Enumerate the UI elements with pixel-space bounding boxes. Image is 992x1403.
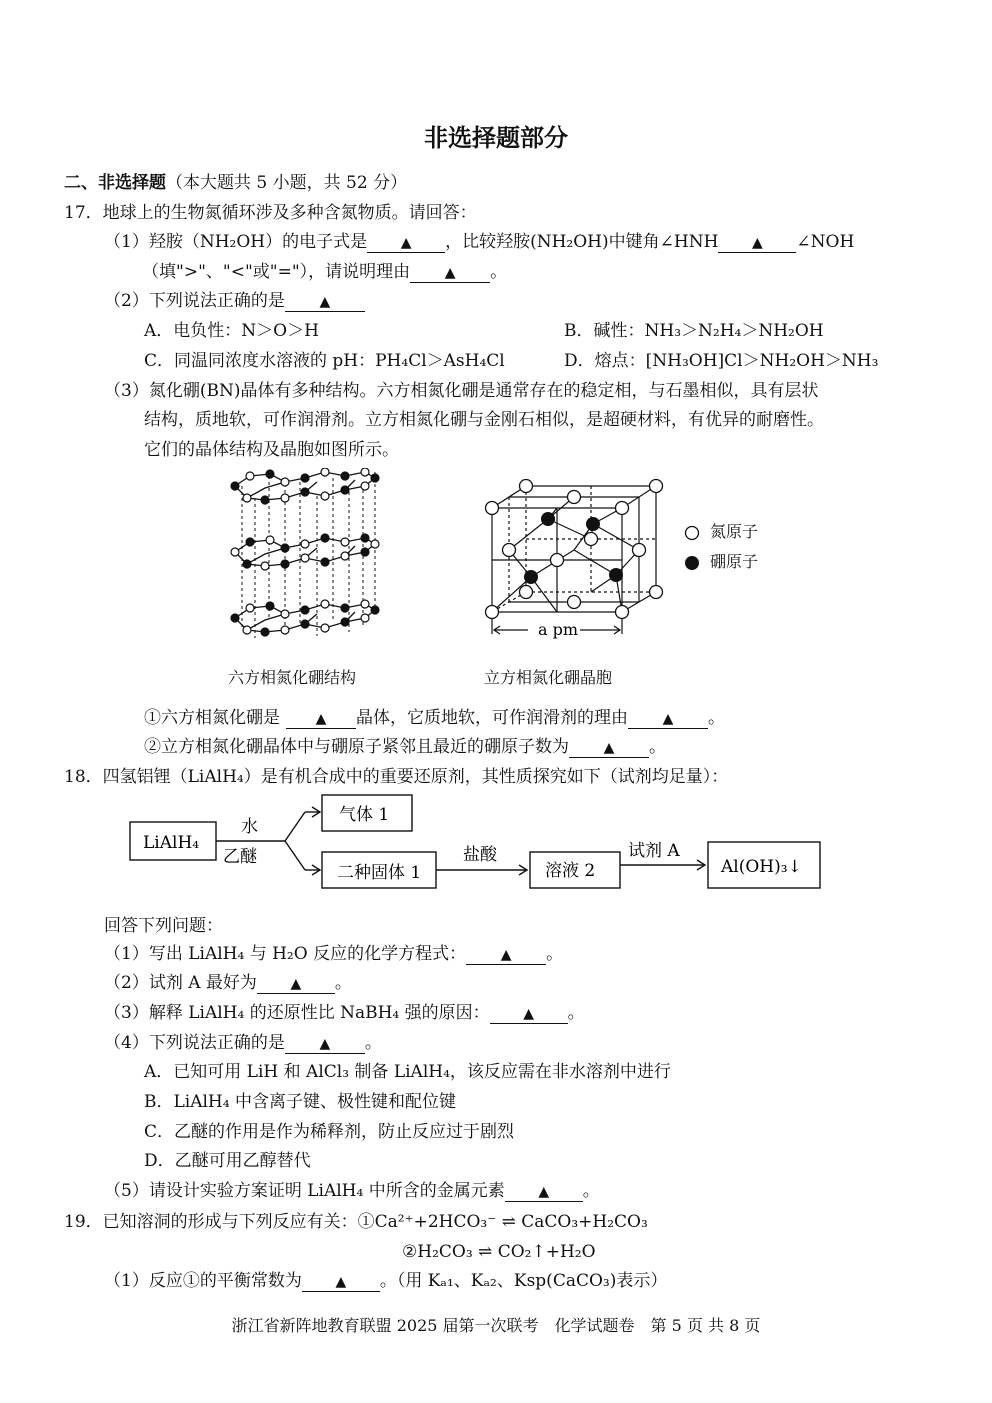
q19-p1-text-a: （1）反应①的平衡常数为 — [104, 1271, 302, 1291]
cell-dimension-label: a pm — [538, 620, 579, 639]
blank-triangle: ▲ — [444, 265, 456, 281]
q17-sub2 — [144, 739, 666, 758]
cubic-bn-unit-cell-figure — [478, 474, 678, 644]
flow-product-label: Al(OH)₃↓ — [721, 857, 802, 877]
q18-part4 — [104, 1035, 382, 1054]
q18-option-c: C．乙醚的作用是作为稀释剂，防止反应过于剧烈 — [144, 1122, 515, 1142]
q18-part2 — [104, 975, 352, 994]
hexagonal-bn-structure-figure — [225, 468, 390, 656]
answer-blank[interactable] — [410, 264, 490, 283]
q19-reaction-1: ①Ca²⁺+2HCO₃⁻ ⇌ CaCO₃+H₂CO₃ — [357, 1212, 648, 1232]
q17-s1-text-a: ①六方相氮化硼是 — [144, 708, 280, 728]
q18-p5-text-a: （5）请设计实验方案证明 LiAlH₄ 中所含的金属元素 — [104, 1181, 505, 1201]
answer-blank[interactable] — [569, 739, 649, 758]
page-footer: 浙江省新阵地教育联盟 2025 届第一次联考 化学试题卷 第 5 页 共 8 页 — [231, 1316, 761, 1335]
blank-triangle: ▲ — [315, 711, 327, 727]
flow-gas-label: 气体 1 — [339, 805, 390, 825]
legend-boron-label: 硼原子 — [710, 552, 759, 571]
q17-option-b: B．碱性：NH₃＞N₂H₄＞NH₂OH — [564, 321, 824, 341]
section-header — [64, 175, 407, 192]
q18-p3-text-a: （3）解释 LiAlH₄ 的还原性比 NaBH₄ 强的原因： — [104, 1003, 490, 1023]
q18-intro: 回答下列问题： — [104, 916, 223, 936]
q18-p4-text-b: 。 — [364, 1033, 382, 1053]
blank-triangle: ▲ — [319, 1036, 331, 1052]
blank-triangle: ▲ — [319, 294, 331, 310]
q18-p1-text-a: （1）写出 LiAlH₄ 与 H₂O 反应的化学方程式： — [104, 944, 467, 964]
flow-solution-label: 溶液 2 — [545, 861, 596, 881]
section-note: （本大题共 5 小题，共 52 分） — [166, 173, 408, 193]
answer-blank[interactable] — [257, 975, 335, 994]
legend-nitrogen-label: 氮原子 — [710, 522, 759, 541]
q19-reaction-2: ②H₂CO₃ ⇌ CO₂↑+H₂O — [402, 1242, 596, 1262]
flow-condition-bottom: 乙醚 — [223, 847, 257, 867]
flow-solid-label: 二种固体 1 — [337, 863, 422, 883]
q17-stem: 17．地球上的生物氮循环涉及多种含氮物质。请回答： — [64, 203, 477, 223]
answer-blank[interactable] — [302, 1273, 380, 1292]
answer-blank[interactable] — [466, 946, 546, 965]
q18-p1-text-b: 。 — [546, 944, 564, 964]
q18-part1 — [104, 946, 563, 965]
answer-blank[interactable] — [367, 234, 445, 253]
reaction-flow-diagram — [125, 790, 825, 900]
q17-part1-line2 — [142, 264, 507, 283]
blank-triangle: ▲ — [400, 235, 412, 251]
flow-reagent-label: 试剂 A — [628, 841, 680, 861]
q19-stem-text: 19．已知溶洞的形成与下列反应有关： — [64, 1212, 358, 1232]
q17-sub1 — [144, 710, 725, 729]
q18-p2-text-b: 。 — [334, 973, 352, 993]
q17-p2-text: （2）下列说法正确的是 — [104, 291, 285, 311]
q17-s1-text-b: 晶体，它质地软，可作润滑剂的理由 — [356, 708, 628, 728]
q17-part3-line2: 结构，质地软，可作润滑剂。立方相氮化硼与金刚石相似，是超硬材料，有优异的耐磨性。 — [144, 410, 824, 430]
q17-option-a: A．电负性：N＞O＞H — [144, 321, 319, 341]
blank-triangle: ▲ — [752, 235, 763, 251]
q17-p1-text-a: （1）羟胺（NH₂OH）的电子式是 — [104, 232, 368, 252]
page-title: 非选择题部分 — [424, 124, 568, 152]
blank-triangle: ▲ — [603, 740, 615, 756]
q18-stem: 18．四氢铝锂（LiAlH₄）是有机合成中的重要还原剂，其性质探究如下（试剂均足量）： — [64, 767, 729, 787]
q18-part3 — [104, 1005, 585, 1024]
blank-triangle: ▲ — [523, 1006, 535, 1022]
q17-part1-line1 — [104, 234, 854, 253]
boron-legend-icon — [683, 554, 701, 572]
blank-triangle: ▲ — [500, 947, 512, 963]
hexagonal-figure-caption: 六方相氮化硼结构 — [228, 668, 357, 687]
answer-blank[interactable] — [285, 293, 365, 312]
q18-part5 — [104, 1183, 600, 1202]
answer-blank[interactable] — [286, 710, 356, 729]
q18-option-a: A．已知可用 LiH 和 AlCl₃ 制备 LiAlH₄，该反应需在非水溶剂中进行 — [144, 1062, 671, 1082]
q17-p1-text-b: ，比较羟胺(NH₂OH)中键角∠HNH — [445, 232, 719, 252]
q19-p1-text-b: 。（用 Kₐ₁、Kₐ₂、Ksp(CaCO₃)表示） — [379, 1271, 668, 1291]
flow-condition-top: 水 — [241, 817, 258, 837]
blank-triangle: ▲ — [290, 976, 302, 992]
answer-blank[interactable] — [628, 710, 708, 729]
blank-triangle: ▲ — [335, 1274, 347, 1290]
blank-triangle: ▲ — [662, 711, 674, 727]
q17-s1-text-c: 。 — [708, 708, 725, 728]
flow-start-label: LiAlH₄ — [143, 833, 200, 853]
q19-stem — [64, 1214, 648, 1231]
q17-p1-text-c: ∠NOH — [796, 232, 855, 252]
q18-option-d: D．乙醚可用乙醇替代 — [144, 1151, 311, 1171]
answer-blank[interactable] — [490, 1005, 568, 1024]
blank-triangle: ▲ — [538, 1184, 550, 1200]
q18-p2-text-a: （2）试剂 A 最好为 — [104, 973, 257, 993]
q18-p5-text-b: 。 — [582, 1181, 600, 1201]
q17-s2-text-b: 。 — [649, 737, 666, 757]
q17-p1-text-e: 。 — [490, 262, 508, 282]
section-label: 二、非选择题 — [64, 173, 166, 193]
cubic-figure-caption: 立方相氮化硼晶胞 — [484, 668, 613, 687]
q19-part1 — [104, 1273, 667, 1292]
q17-option-c: C．同温同浓度水溶液的 pH：PH₄Cl＞AsH₄Cl — [144, 351, 505, 371]
q18-option-b: B．LiAlH₄ 中含离子键、极性键和配位键 — [144, 1092, 456, 1112]
q17-s2-text-a: ②立方相氮化硼晶体中与硼原子紧邻且最近的硼原子数为 — [144, 737, 569, 757]
flow-acid-label: 盐酸 — [463, 845, 497, 865]
q17-p1-text-d: （填">"、"<"或"="），请说明理由 — [142, 262, 411, 282]
q18-p3-text-b: 。 — [567, 1003, 585, 1023]
answer-blank[interactable] — [285, 1035, 365, 1054]
answer-blank[interactable] — [505, 1183, 583, 1202]
q17-part3-line1: （3）氮化硼(BN)晶体有多种结构。六方相氮化硼是通常存在的稳定相，与石墨相似，具有层状 — [104, 381, 819, 401]
q17-part3-line3: 它们的晶体结构及晶胞如图所示。 — [144, 440, 399, 460]
q17-option-d: D．熔点：[NH₃OH]Cl＞NH₂OH＞NH₃ — [564, 351, 879, 371]
answer-blank[interactable] — [718, 234, 796, 253]
q17-part2 — [104, 293, 365, 312]
q18-p4-text-a: （4）下列说法正确的是 — [104, 1033, 285, 1053]
nitrogen-legend-icon — [683, 524, 701, 542]
